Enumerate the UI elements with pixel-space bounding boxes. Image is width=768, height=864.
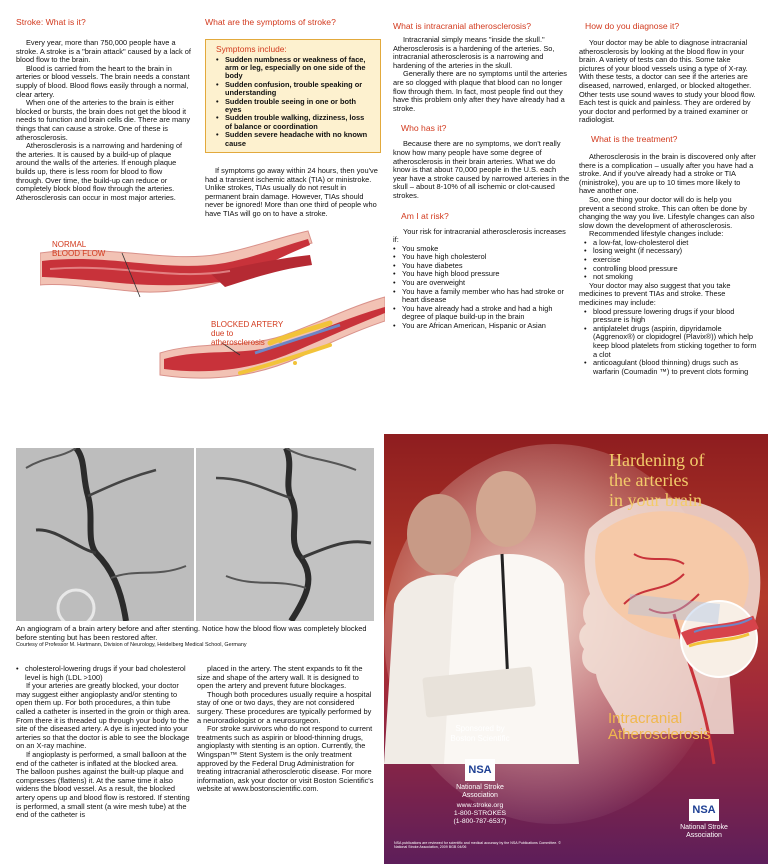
blocked-label-line: atherosclerosis bbox=[211, 338, 265, 347]
symptoms-section bbox=[205, 17, 381, 219]
stroke-section bbox=[16, 17, 191, 202]
nsa-org-line: Association bbox=[686, 832, 722, 839]
risk-item: • You have a family member who has had stroke or heart disease bbox=[393, 288, 571, 305]
stent-para-2: Though both procedures usually require a hospital stay of one or two days, they are not considered surgery. These procedures are typically performed by a neuroradiologist or a neurosurgeon. bbox=[197, 689, 372, 725]
stent-para-3: For stroke survivors who do not respond to current treatments such as aspirin or blood-thinning drugs, angioplasty with stenting is an option. Currently, the Wingspan™ Stent System is the only treatment approved by the Federal Drug Administration for treating intracranial atherosclerotic disease. For more information, ask your doctor or visit Boston Scientific's website at www.bostonscientific.com. bbox=[197, 724, 374, 794]
treatment-para-1: Atherosclerosis in the brain is discovered only after there is a complication – usually after you have had a stroke. And if you've already had a stroke or TIA (ministroke), you are up to 10 times more likely to have another one. bbox=[579, 151, 756, 196]
stroke-para-1: Every year, more than 750,000 people have a stroke. A stroke is a "brain attack" caused by a lack of blood flow to the brain. bbox=[16, 38, 191, 65]
who-heading: Who has it? bbox=[401, 123, 447, 134]
nsa-org-line: National Stroke bbox=[456, 784, 504, 791]
sponsor-name: Boston Scientific bbox=[450, 733, 510, 743]
contact-block bbox=[420, 802, 540, 826]
lifestyle-item: • losing weight (if necessary) bbox=[579, 247, 757, 256]
nsa-logo: NSA bbox=[465, 759, 495, 781]
stent-para-1: placed in the artery. The stent expands to fit the size and shape of the artery wall. It is designed to open the artery and prevent future blockages. bbox=[197, 664, 363, 691]
lifestyle-item: • controlling blood pressure bbox=[579, 265, 757, 274]
symptoms-box bbox=[205, 39, 381, 153]
sponsor-line: Sponsored by bbox=[455, 724, 505, 733]
cholesterol-drug-item: • cholesterol-lowering drugs if your bad cholesterol level is high (LDL >100) bbox=[11, 665, 191, 682]
angiogram-caption bbox=[16, 625, 374, 649]
symptoms-tia-para: If symptoms go away within 24 hours, then you've had a transient ischemic attack (TIA) or ministroke. Unlike strokes, TIAs usually do not result in permanent brain damage. However, TIAs should never be ignored! More than one third of people who have TIAs will go on to have a stroke. bbox=[205, 166, 378, 219]
nsa-block-center bbox=[440, 759, 520, 800]
cover-title-line: the arteries bbox=[609, 470, 689, 490]
lifestyle-item: • not smoking bbox=[579, 273, 757, 282]
normal-flow-label bbox=[52, 240, 105, 258]
blocked-artery-label bbox=[211, 320, 283, 347]
procedures-section bbox=[16, 665, 191, 820]
cover-subtitle-line: Intracranial bbox=[608, 710, 683, 727]
angiogram-credit: Courtesy of Professor M. Hartmann, Division of Neurology, Heidelberg Medical School, Germany bbox=[16, 642, 247, 649]
meds-list bbox=[579, 308, 757, 377]
symptom-item: • Sudden confusion, trouble speaking or understanding bbox=[216, 81, 373, 98]
angiogram-before-image bbox=[16, 448, 194, 621]
symptoms-heading: What are the symptoms of stroke? bbox=[205, 17, 336, 27]
treatment-para-2: So, one thing your doctor will do is help you prevent a second stroke. This can often be done by changing the way you live. Lifestyle changes can also slow down the development of atherosclerosis. bbox=[579, 194, 755, 230]
risk-item: • You have diabetes bbox=[393, 262, 571, 271]
procedures-para-1: If your arteries are greatly blocked, your doctor may suggest either angioplasty and/or stenting to open them up. For both procedures, a thin tube called a catheter is inserted in the groin or thigh area. From there it is threaded up through your body to the site of the diseased artery. A dye is injected into your arteries so that the doctor is able to see the blockage on an X-ray machine. bbox=[16, 681, 191, 751]
diagnose-section bbox=[579, 21, 757, 376]
intracranial-para-1: Intracranial simply means "inside the skull." Atherosclerosis is a hardening of the arteries. So, intracranial atherosclerosis is a narrowing and hardening of the arteries in the skull. bbox=[393, 35, 555, 70]
blocked-label-line: BLOCKED ARTERY bbox=[211, 320, 284, 329]
stroke-para-4: Atherosclerosis is a narrowing and hardening of the arteries. It is caused by a build-up of plaque around the walls of the arteries. If enough plaque builds up, there is less room for blood to flow through. Over time, the build-up can reduce or completely block blood flow through the arteries. Atherosclerosis can occur in most major arteries. bbox=[16, 141, 183, 202]
angiogram-after-image bbox=[196, 448, 374, 621]
phone-number-digits: (1-800-787-6537) bbox=[453, 818, 507, 825]
intracranial-heading: What is intracranial atherosclerosis? bbox=[393, 21, 532, 31]
sponsor-block bbox=[420, 724, 540, 743]
angiogram-caption-text: An angiogram of a brain artery before and after stenting. Notice how the blood flow was completely blocked before stenting but has been restored after. bbox=[16, 624, 367, 642]
normal-label-line: BLOOD FLOW bbox=[52, 249, 106, 258]
risk-item: • You are African American, Hispanic or Asian bbox=[393, 322, 571, 331]
intracranial-para-2: Generally there are no symptoms until the arteries are so clogged with plaque that blood can no longer flow through them. In fact, most people find out they have this problem only after they have already had a stroke. bbox=[393, 69, 567, 113]
symptom-item: • Sudden trouble seeing in one or both eyes bbox=[216, 98, 373, 115]
diagnose-para: Your doctor may be able to diagnose intracranial atherosclerosis by looking at the blood flow in your brain. A variety of tests can do this. Some take pictures of your blood vessels using a type of X-ray. With these tests, a doctor can see if the arteries are diseased, narrowed, enlarged, or blocked altogether. Other tests use sound waves to study your blood flow. Each test is quick and painless. They are ordered by your doctor and performed by a trained examiner or radiologist. bbox=[579, 38, 756, 125]
risk-item: • You have already had a stroke and had a high degree of plaque build-up in the brain bbox=[393, 305, 571, 322]
brochure-cover bbox=[384, 434, 768, 864]
cover-title-line: in your brain bbox=[609, 490, 702, 510]
risk-list bbox=[393, 245, 571, 331]
nsa-logo-corner: NSA bbox=[689, 799, 719, 821]
risk-heading: Am I at risk? bbox=[401, 210, 449, 221]
diagnose-heading: How do you diagnose it? bbox=[585, 21, 680, 31]
nsa-org-line: National Stroke bbox=[680, 824, 728, 831]
lifestyle-list bbox=[579, 239, 757, 282]
symptom-item: • Sudden trouble walking, dizziness, loss of balance or coordination bbox=[216, 114, 373, 131]
stroke-para-3: When one of the arteries to the brain is either blocked or bursts, the brain does not get the blood it needs to function and brain cells die. There are many things that can cause a stroke. One of these is atherosclerosis. bbox=[16, 98, 191, 142]
med-item: • anticoagulant (blood thinning) drugs such as warfarin (Coumadin ™) to prevent clots forming bbox=[579, 359, 757, 376]
treatment-heading: What is the treatment? bbox=[591, 133, 678, 144]
meds-intro: Your doctor may also suggest that you take medicines to prevent TIAs and stroke. These medicines may include: bbox=[579, 280, 731, 308]
who-para: Because there are no symptoms, we don't really know how many people have some degree of atherosclerosis in their brain arteries. What we do know is that about 70,000 people in the U.S. each year have a stroke caused by narrowed arteries in the skull – about 8-10% of all ischemic or clot-caused strokes. bbox=[393, 139, 570, 200]
symptom-item: • Sudden numbness or weakness of face, arm or leg, especially on one side of the body bbox=[216, 56, 373, 81]
lifestyle-item: • a low-fat, low-cholesterol diet bbox=[579, 239, 757, 248]
symptom-item: • Sudden severe headache with no known cause bbox=[216, 131, 373, 148]
cover-subtitle-line: Atherosclerosis bbox=[608, 726, 711, 743]
website-link[interactable]: www.stroke.org bbox=[456, 802, 504, 809]
med-item: • antiplatelet drugs (aspirin, dipyridamole (Aggrenox®) or clopidogrel (Plavix®)) which help keep blood platelets from sticking together to form a clot bbox=[579, 325, 757, 359]
intracranial-section bbox=[393, 21, 571, 331]
procedures-para-2: If angioplasty is performed, a small balloon at the end of the catheter is inflated at the blocked area. The balloon pushes against the built-up plaque and compresses (flattens) it. At the same time it also widens the blood vessel. As a result, the blocked artery opens up and blood flow is restored. If stenting is performed, a small stent (a wire mesh tube) at the end of the catheter is bbox=[16, 749, 190, 820]
cover-title-line: Hardening of bbox=[609, 450, 705, 470]
nsa-block-corner bbox=[664, 799, 744, 840]
cover-subtitle bbox=[608, 711, 711, 743]
phone-number: 1-800-STROKES bbox=[453, 810, 507, 817]
normal-label-line: NORMAL bbox=[52, 240, 87, 249]
lifestyle-item: • exercise bbox=[579, 256, 757, 265]
nsa-org-line: Association bbox=[462, 792, 498, 799]
risk-item: • You smoke bbox=[393, 245, 571, 254]
med-item: • blood pressure lowering drugs if your blood pressure is high bbox=[579, 308, 757, 325]
blocked-label-line: due to bbox=[211, 329, 234, 338]
stroke-heading: Stroke: What is it? bbox=[16, 17, 86, 27]
risk-item: • You are overweight bbox=[393, 279, 571, 288]
fineprint: NSA publications are reviewed for scientific and medical accuracy by the NSA Publications Committee. © National Stroke Association, 2009 BGB 04/06 bbox=[394, 841, 561, 850]
risk-item: • You have high cholesterol bbox=[393, 253, 571, 262]
risk-intro: Your risk for intracranial atherosclerosis increases if: bbox=[393, 226, 566, 245]
cover-title bbox=[609, 450, 704, 510]
risk-item: • You have high blood pressure bbox=[393, 270, 571, 279]
stent-section bbox=[197, 665, 375, 794]
treatment-para-3: Recommended lifestyle changes include: bbox=[589, 229, 724, 239]
stroke-para-2: Blood is carried from the heart to the brain in arteries or blood vessels. The brain needs a constant supply of blood. Blood flows easily through a normal, clear artery. bbox=[16, 63, 190, 99]
symptoms-box-title: Symptoms include: bbox=[216, 44, 287, 54]
